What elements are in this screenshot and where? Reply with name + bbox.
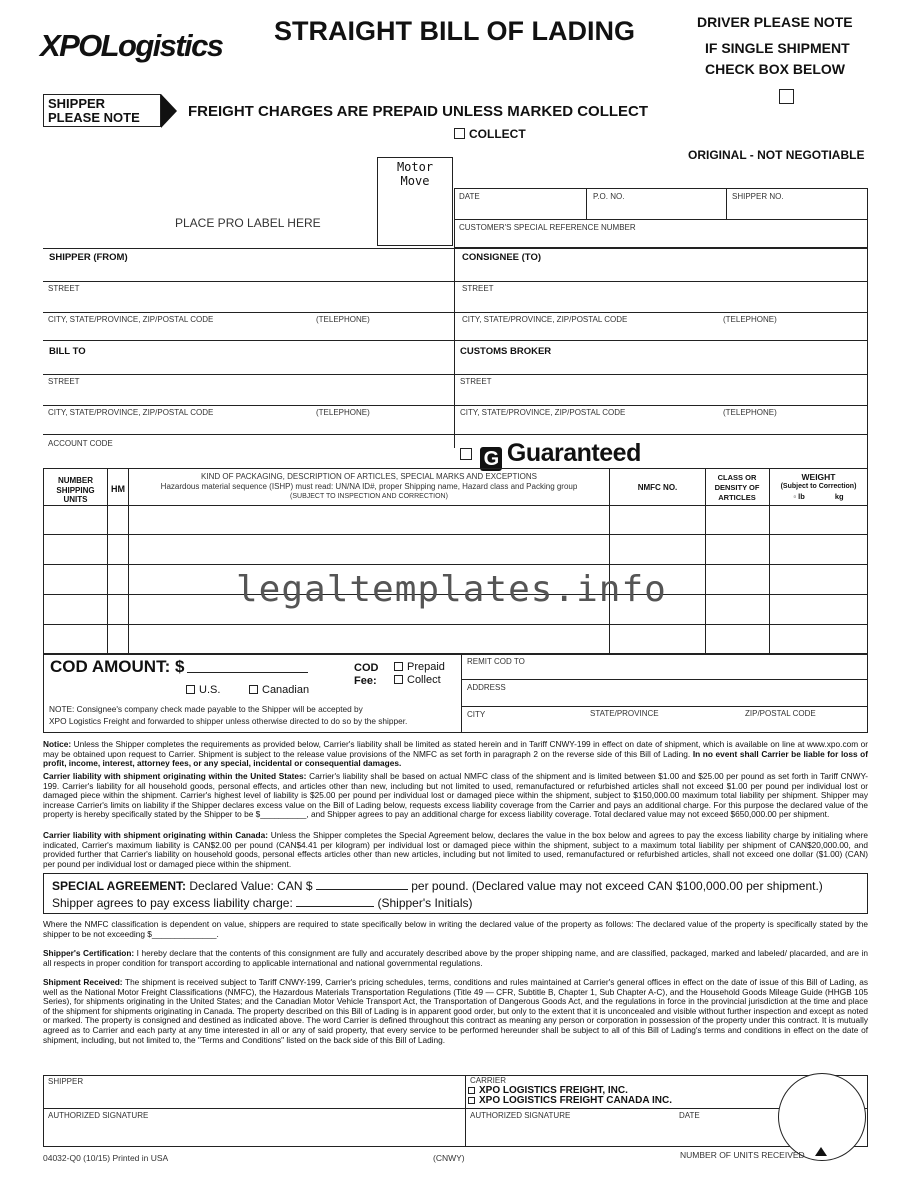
logo — [40, 28, 222, 64]
col-header-description — [132, 472, 606, 501]
signature-block — [43, 1075, 868, 1147]
shipper-note-text: SHIPPER PLEASE NOTE — [48, 96, 140, 125]
customer-reference-field[interactable]: CUSTOMER'S SPECIAL REFERENCE NUMBER — [459, 223, 636, 232]
notice-text: Unless the Shipper completes the requirements as provided below, Carrier's liability shall be limited as stated herein and in Tariff CNWY-199 in effect on date of shipment, which is available on line at www.xpo.com or may be obtained upon request to Carrier. Shipment is subject to the release value provisions of the NMFC as set forth in paragraph 2 on the reverse side of this Bill of Lading. — [43, 739, 868, 759]
broker-telephone-field[interactable]: (TELEPHONE) — [723, 408, 777, 417]
broker-city-field[interactable]: CITY, STATE/PROVINCE, ZIP/POSTAL CODE — [460, 408, 626, 417]
shipper-number-field[interactable]: SHIPPER NO. — [732, 192, 784, 201]
weight-subheader: (Subject to Correction) — [780, 483, 857, 490]
us-liability-heading: Carrier liability with shipment originating within the United States: — [43, 771, 307, 781]
carrier-signature-field[interactable]: AUTHORIZED SIGNATURE — [470, 1111, 571, 1120]
carrier-canada-label: XPO LOGISTICS FREIGHT CANADA INC. — [479, 1095, 672, 1106]
desc-header-line-1: KIND OF PACKAGING, DESCRIPTION OF ARTICLES, SPECIAL MARKS AND EXCEPTIONS — [201, 472, 537, 481]
consignee-street-field[interactable]: STREET — [462, 284, 494, 293]
shipper-city-field[interactable]: CITY, STATE/PROVINCE, ZIP/POSTAL CODE — [48, 315, 214, 324]
cod-collect-label: Collect — [407, 674, 441, 686]
shipper-telephone-field[interactable]: (TELEPHONE) — [316, 315, 370, 324]
guaranteed-checkbox[interactable] — [460, 448, 472, 460]
weight-header: WEIGHT — [801, 472, 836, 482]
top-fields — [454, 188, 868, 248]
remit-cod-to-field[interactable]: REMIT COD TO — [467, 657, 525, 666]
cod-note-line-2: XPO Logistics Freight and forwarded to shipper unless otherwise directed to do so by the shipper. — [49, 715, 408, 726]
remit-address-field[interactable]: ADDRESS — [467, 683, 506, 692]
col-header-class: CLASS OR DENSITY OF ARTICLES — [714, 473, 760, 502]
shipper-signature-field[interactable]: AUTHORIZED SIGNATURE — [48, 1111, 149, 1120]
declared-value-label: Declared Value: CAN $ — [189, 879, 313, 893]
shipper-street-field[interactable]: STREET — [48, 284, 80, 293]
cod-prepaid-option[interactable] — [394, 661, 445, 673]
us-label: U.S. — [199, 684, 221, 696]
canada-liability-heading: Carrier liability with shipment originating within Canada: — [43, 830, 268, 840]
shipper-initials-label: (Shipper's Initials) — [377, 896, 473, 910]
bill-to-label: BILL TO — [49, 346, 86, 357]
kg-option[interactable] — [835, 492, 844, 501]
canadian-label: Canadian — [262, 684, 310, 696]
cod-fee-label — [354, 662, 378, 688]
desc-header-line-3: (SUBJECT TO INSPECTION AND CORRECTION) — [290, 492, 448, 500]
collect-option[interactable] — [454, 127, 526, 141]
notice-paragraph — [43, 740, 868, 769]
billto-city-field[interactable]: CITY, STATE/PROVINCE, ZIP/POSTAL CODE — [48, 408, 214, 417]
carrier-option-canada[interactable] — [468, 1095, 672, 1106]
consignee-to-label: CONSIGNEE (TO) — [462, 252, 541, 263]
col-header-nmfc: NMFC NO. — [637, 483, 678, 492]
excess-charge-label: Shipper agrees to pay excess liability charge: — [52, 896, 293, 910]
lb-label: lb — [798, 492, 805, 501]
arrow-right-icon — [161, 94, 177, 128]
canadian-checkbox[interactable] — [249, 685, 258, 694]
certification-paragraph — [43, 949, 868, 968]
kg-label: kg — [834, 492, 844, 501]
shipper-note-box — [43, 94, 161, 127]
col-header-units: NUMBER SHIPPING UNITS — [56, 476, 95, 504]
prepaid-notice: FREIGHT CHARGES ARE PREPAID UNLESS MARKED COLLECT — [188, 103, 649, 120]
broker-street-field[interactable]: STREET — [460, 377, 492, 386]
cod-fee-line-1: COD — [354, 662, 379, 674]
col-header-hm: HM — [111, 484, 125, 494]
remit-state-field[interactable]: STATE/PROVINCE — [590, 709, 659, 718]
cod-prepaid-label: Prepaid — [407, 661, 445, 673]
billto-street-field[interactable]: STREET — [48, 377, 80, 386]
canadian-option[interactable] — [249, 684, 309, 696]
us-liability-text: Carrier's liability shall be based on actual NMFC class of the shipment and is limited between $1.00 and $25.00 per pound as set forth in Tariff CNWY-199. Carrier's liability for all household goods, personal effects, and articles other than new, including but not limited to used, remanufactured or refurbished articles shall not exceed $1.00 per pound per individual lost or damaged piece within the shipment. Carrier's highest level of liability is $25.00 per pound per individual lost or damaged piece within the shipment, subject to $150,000.00 maximum total liability per shipment. Shipper may increase Carrier's limits on liability if the Shipper declares excess value on the Bill of Lading below, requests excess liability coverage from the Carrier and pays an additional charge. For this purpose the declared value of the property is hereby specifically stated by the Shipper to be $__________, and Shipper agrees to pay an additional charge for excess liability coverage. Total declared value may not exceed $650,000.00 per shipment. — [43, 771, 869, 820]
pro-label-area: PLACE PRO LABEL HERE — [175, 216, 321, 230]
cod-collect-checkbox[interactable] — [394, 675, 403, 684]
col-header-weight — [770, 472, 867, 502]
billto-telephone-field[interactable]: (TELEPHONE) — [316, 408, 370, 417]
footer-shipper-field[interactable]: SHIPPER — [48, 1077, 84, 1086]
us-checkbox[interactable] — [186, 685, 195, 694]
special-agreement-heading: SPECIAL AGREEMENT: — [52, 879, 187, 893]
customs-broker-label: CUSTOMS BROKER — [460, 346, 552, 357]
consignee-telephone-field[interactable]: (TELEPHONE) — [723, 315, 777, 324]
lb-option[interactable]: ▫ lb — [793, 492, 805, 501]
motor-move-box — [377, 157, 453, 246]
nmfc-paragraph: Where the NMFC classification is dependent on value, shippers are required to state specifically below in writing the declared value of the property as follows: The declared value of the property is specifically stated by the shipper to be not exceeding $______________. — [43, 919, 868, 939]
form-number: 04032-Q0 (10/15) Printed in USA — [43, 1153, 169, 1163]
collect-checkbox[interactable] — [454, 128, 465, 139]
motor-move-label: Motor Move — [396, 160, 434, 188]
date-field[interactable]: DATE — [459, 192, 480, 201]
guaranteed-logo-icon: G — [480, 447, 502, 471]
declared-value-note: per pound. (Declared value may not exceed CAN $100,000.00 per shipment.) — [411, 879, 823, 893]
notice-bold-text: In no event shall Carrier be liable for loss of profit, income, interest, attorney fees, or any special, incidental or consequential damages. — [43, 748, 869, 769]
po-number-field[interactable]: P.O. NO. — [593, 192, 625, 201]
units-received-label: NUMBER OF UNITS RECEIVED — [680, 1150, 805, 1160]
cod-collect-option[interactable] — [394, 674, 441, 686]
certification-text: I hereby declare that the contents of this consignment are fully and accurately described above by the proper shipping name, and are classified, packaged, marked and labeled/ placarded, and are in all respects in proper condition for transport according to applicable international and national governmental regulations. — [43, 948, 868, 968]
certification-heading: Shipper's Certification: — [43, 948, 135, 958]
carrier-canada-checkbox[interactable] — [468, 1097, 475, 1104]
driver-note-3: CHECK BOX BELOW — [705, 61, 845, 77]
remit-zip-field[interactable]: ZIP/POSTAL CODE — [745, 709, 816, 718]
cod-amount-label: COD AMOUNT: $ — [50, 657, 185, 676]
shipment-received-heading: Shipment Received: — [43, 977, 123, 987]
shipment-received-paragraph — [43, 978, 868, 1045]
driver-note-2: IF SINGLE SHIPMENT — [705, 40, 850, 56]
original-not-negotiable: ORIGINAL - NOT NEGOTIABLE — [688, 148, 865, 162]
carrier-date-field[interactable]: DATE — [679, 1111, 700, 1120]
us-liability-paragraph — [43, 772, 868, 820]
guaranteed-label: Guaranteed — [506, 439, 641, 467]
watermark: legaltemplates.info — [236, 569, 667, 610]
collect-label: COLLECT — [469, 127, 526, 141]
shipper-initials-input[interactable] — [296, 896, 374, 907]
carrier-us-label: XPO LOGISTICS FREIGHT, INC. — [479, 1085, 628, 1096]
carrier-us-checkbox[interactable] — [468, 1087, 475, 1094]
single-shipment-checkbox[interactable] — [779, 89, 794, 104]
driver-note-1: DRIVER PLEASE NOTE — [697, 14, 853, 30]
cod-note-line-1: NOTE: Consignee's company check made payable to the Shipper will be accepted by — [49, 704, 363, 714]
cod-note — [49, 704, 407, 727]
canada-liability-text: Unless the Shipper completes the Special Agreement below, declares the value in the box below and agrees to pay the excess liability charge by initialing where indicated, Carrier's maximum liability is CAN$2.00 per pound (CAN$4.41 per kilogram) per individual lost or damaged piece within the shipment, subject to a maximum total liability per shipment of CAN$20,000.00, and provided further that Carrier's liability on household goods, personal effects articles other than new articles, including but not limited to used, remanufactured or refurbished articles, shall not exceed one dollar ($1.00) (CAN) per pound per individual lost or damaged piece within the shipment. — [43, 830, 868, 869]
notice-heading: Notice: — [43, 739, 72, 749]
triangle-up-icon — [815, 1147, 827, 1156]
canada-liability-paragraph — [43, 831, 868, 869]
shipment-received-text: The shipment is received subject to Tariff CNWY-199, Carrier's pricing schedules, terms, conditions and rules maintained at Carrier's general offices in effect on the date of issue of this Bill of Lading, as well as the National Motor Freight Classifications (NMFC), the Hazardous Materials Transportation Regulations (Title 49 — CFR, Subtitle B, Chapter 1, Sub Chapter A-C), and the Household Goods Mileage Guide (HHGB 105 Series), for shipments originating in the United States; and the Canadian Motor Vehicle Transport Act, the Transportation of Dangerous Goods Act, and the regulations in force in the provincial jurisdiction at the time and place of the shipment for shipments originating in Canada. The property described on this Bill of Lading is in apparent good order, but only to the extent that it is unconcealed and visible without further inspection and except as noted or marked. The property is consigned and destined as indicated above. The word Carrier is defined throughout this contract as meaning any person or corporation in possession of the property under this contract. It is mutually agreed as to Carrier and each party at any time interested in all or any of said property, that every service to be performed hereunder shall be subject to all of this Bill of Lading's terms and conditions in effect on the date of shipment, including, but not limited to, the "Terms and Conditions" listed on the back side of this Bill of Lading. — [43, 977, 868, 1045]
cnwy-code: (CNWY) — [433, 1153, 465, 1163]
guaranteed-option[interactable] — [460, 439, 641, 470]
form-title: STRAIGHT BILL OF LADING — [274, 16, 635, 46]
cod-prepaid-checkbox[interactable] — [394, 662, 403, 671]
logo-text: XPOLogistics — [40, 28, 223, 63]
account-code-field[interactable]: ACCOUNT CODE — [48, 439, 113, 448]
remit-city-field[interactable]: CITY — [467, 710, 486, 719]
cod-fee-line-2: Fee: — [354, 675, 377, 687]
us-option[interactable] — [186, 684, 220, 696]
cod-amount-input[interactable] — [187, 672, 308, 673]
desc-header-line-2: Hazardous material sequence (ISHP) must read: UN/NA ID#, proper Shipping name, Hazard class and Packing group — [160, 481, 578, 491]
special-agreement-box — [43, 873, 868, 914]
footer-carrier-label: CARRIER — [470, 1076, 507, 1085]
shipper-from-label: SHIPPER (FROM) — [49, 252, 128, 263]
consignee-city-field[interactable]: CITY, STATE/PROVINCE, ZIP/POSTAL CODE — [462, 315, 628, 324]
declared-value-input[interactable] — [316, 879, 408, 890]
